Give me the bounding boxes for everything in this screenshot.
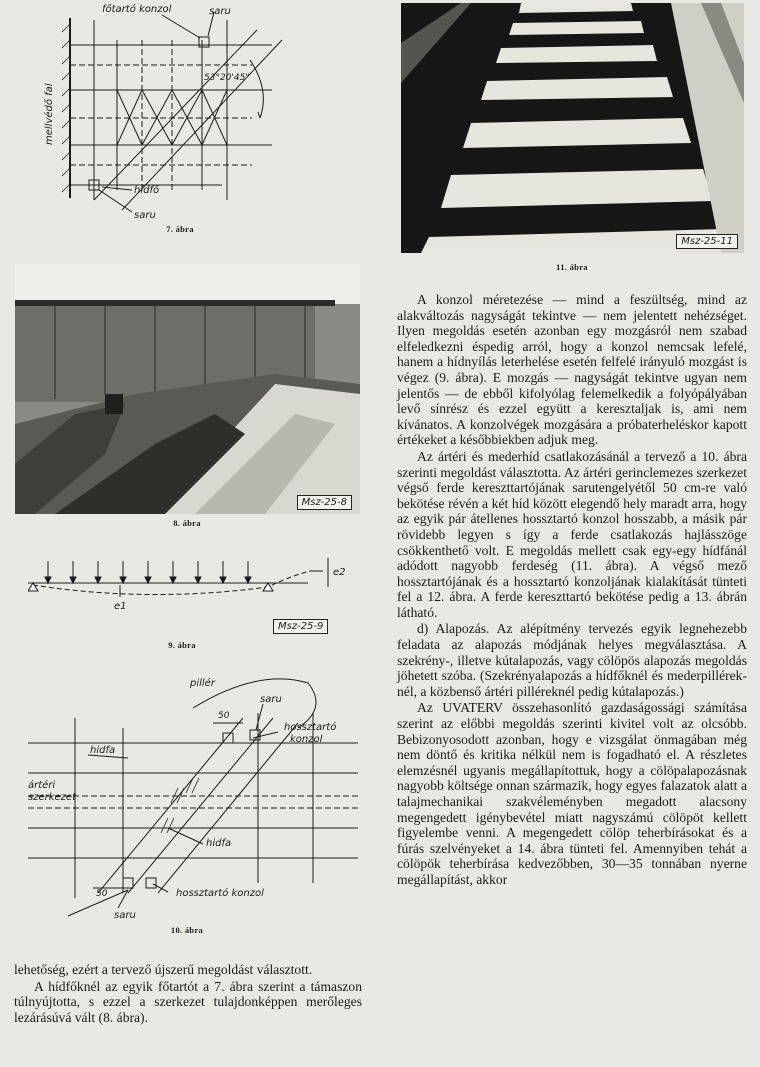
fig10-label-saru-top: saru — [260, 694, 282, 705]
right-paragraph-4: Az UVATERV összehasonlító gazdaságossági számítása szerint az előbbi megoldás szerinti kivitel volt az olcsóbb. Bebizonyosodott azonban, hogy e vizsgálat önmagában még nem döntő és kritika nélkül nem is fogadható el. A részletes elemzésnél ugyanis megállapítottuk, hogy a cölöpalapozásnak nagyobb költsége onnan származik, hogy egyes falazatok alatt a talajmechanikai szakvéleményben megadott alacsony megengedett igénybevétel miatt nagyszámú cölöpöt kellett figyelembe venni. A megengedett cölöp teherbírásokat és a fúrás szelvényeket a 14. ábra tünteti fel. Amennyiben tehát a cölöpök teherbírása kedvezőbben, 30—35 tonnában nyerne megállapítást, akkor — [397, 700, 747, 887]
fig10-label-dim50-bot: 50 — [96, 889, 108, 899]
fig7-label-saru-bottom: saru — [134, 210, 156, 221]
figure-9-caption: 9. ábra — [168, 640, 196, 650]
figure-7-caption: 7. ábra — [166, 224, 194, 234]
fig10-label-dim50-top: 50 — [218, 711, 230, 721]
fig10-label-piller: pillér — [190, 678, 215, 689]
right-paragraph-3: d) Alapozás. Az alépítmény tervezés egyik legnehezebb feladata az alapozás módjának helyes megválasztása. A szekrény-, illetve kútalapozás, vagy cölöpös alapozás megoldás jöhetett szóba. (Szekrényalapozás a hídfőknél és mederpilléreknél, a közbenső ártéri pilléreknél pedig kútalapozás.) — [397, 621, 747, 699]
fig10-label-hossztarto-konzol: hossztartó konzol — [176, 888, 264, 899]
right-column-text — [397, 292, 747, 888]
fig10-label-saru-bot: saru — [114, 910, 136, 920]
figure-7-drawing — [22, 0, 322, 225]
fig10-label-hossztarto: hossztartó — [284, 722, 337, 733]
fig10-label-hidfa-top: hidfa — [90, 745, 116, 756]
right-paragraph-1: A konzol méretezése — mind a feszültség, mind az alakváltozás nagyságát tekintve — nem jelentett nehézséget. Ilyen megoldás esetén azonban egy mozgásról nem szabad elfeledkezni éspedig arról, hogy a konzol nemcsak lefelé, hanem a hídnyílás leterhelése esetén felfelé irányuló mozgást is végez (9. ábra). E mozgás — nagyságát tekintve ugyan nem jelentős — de ebből kifolyólag felemelkedik a folyópályában levő sínrész és ezzel együtt a keresztaljak is, ami nem kívánatos. A konzolvégek mozgására a próbaterheléskor kapott értékeket a későbbiekben adjuk meg. — [397, 292, 747, 448]
figure-8-stamp: Msz-25-8 — [297, 495, 352, 510]
fig7-label-hidfo: hídfő — [134, 185, 160, 196]
right-paragraph-2: Az ártéri és mederhíd csatlakozásánál a tervező a 10. ábra szerinti megoldást választotta. Az ártéri gerinclemezes szerkezet végső ferde kereszttartójának sarutengelyétől 50 cm-re való bekötése révén a két híd között elegendő hely maradt arra, hogy az egyik pár átellenes hossztartó konzol hosszabb, a másik pár rövidebb legyen s így a ferde csatlakozás hajlásszöge csökkenthető volt. E megoldás mellett csak egy-egy hídfánál adódott nagyobb ferdeség (11. ábra). A végső mező hossztartójának és a hossztartó konzoljának kialakítását tünteti fel a 12. ábra. A ferde kereszttartó bekötése pedig a 13. ábrán látható. — [397, 448, 747, 620]
fig10-label-konzol: konzol — [290, 734, 323, 745]
fig7-label-wall: mellvédő fal — [44, 83, 55, 145]
fig9-label-e2: e2 — [333, 567, 346, 578]
fig10-label-szerkezet: szerkezet — [28, 792, 76, 803]
figure-9-stamp: Msz-25-9 — [273, 619, 328, 634]
fig7-label-saru-top: saru — [209, 6, 231, 17]
fig7-label-fotarto: főtartó konzol — [102, 4, 172, 15]
figure-8-caption: 8. ábra — [173, 518, 201, 528]
figure-10-caption: 10. ábra — [170, 925, 204, 935]
fig10-label-arteri: ártéri — [28, 780, 56, 791]
figure-10-drawing — [28, 668, 358, 920]
figure-11-photo — [401, 3, 744, 253]
figure-11-caption: 11. ábra — [556, 262, 588, 272]
left-paragraph-1: lehetőség, ezért a tervező újszerű megoldást választott. — [14, 962, 313, 977]
left-column-text — [14, 962, 362, 1025]
fig7-label-angle: 53°20'45" — [204, 73, 250, 83]
figure-11-stamp: Msz-25-11 — [676, 234, 738, 249]
fig10-label-hidfa-mid: hidfa — [206, 838, 232, 849]
figure-8-photo — [15, 264, 360, 514]
fig9-label-e1: e1 — [114, 601, 127, 612]
left-paragraph-2: A hídfőknél az egyik főtartót a 7. ábra szerint a támaszon túlnyújtotta, s ezzel a szerkezet tulajdonképpen merőleges lezárásúvá vált (8. ábra). — [14, 978, 362, 1025]
